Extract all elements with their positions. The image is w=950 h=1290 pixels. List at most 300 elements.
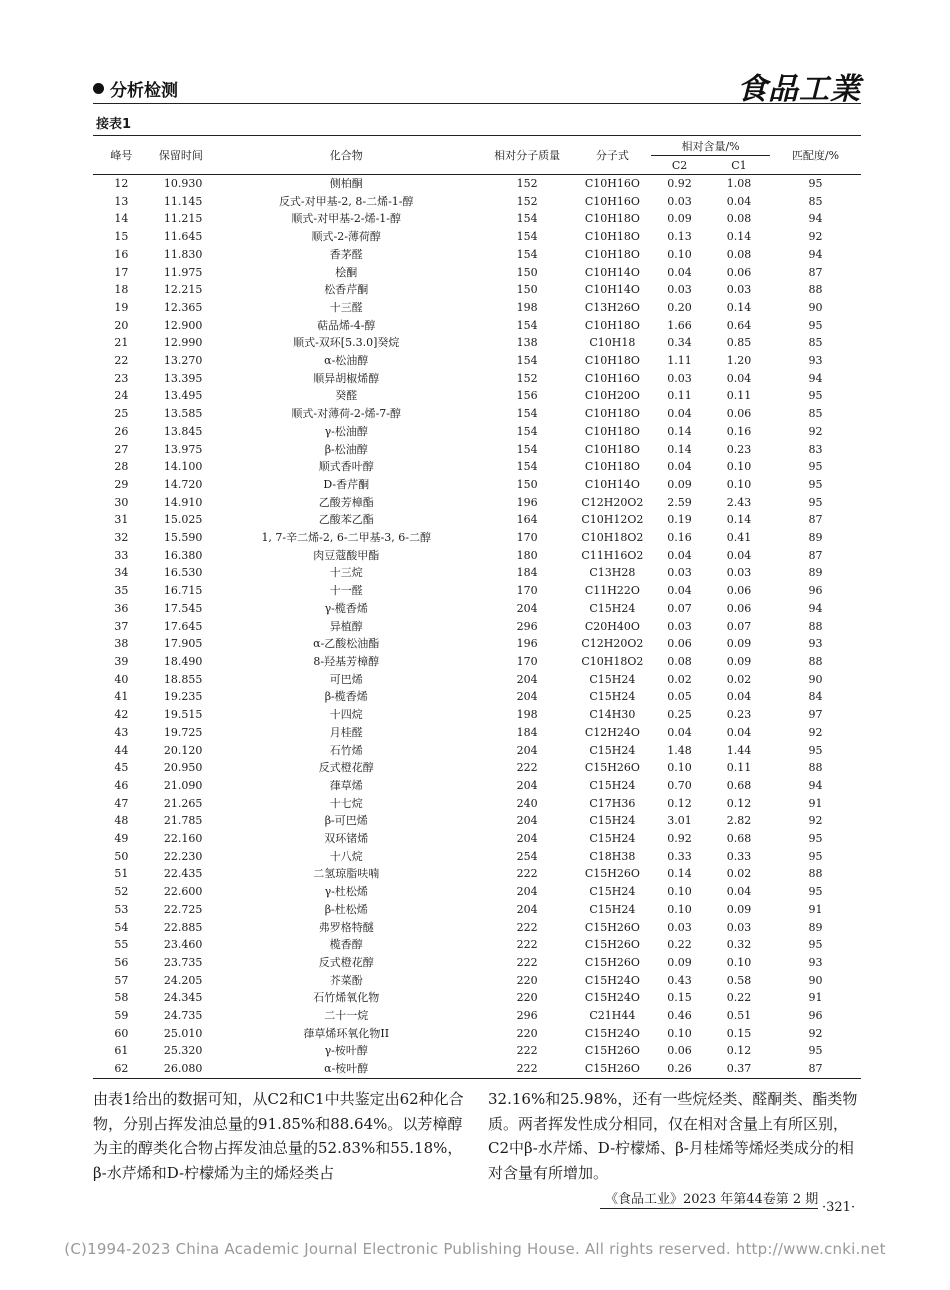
cell-match: 92 bbox=[808, 814, 823, 828]
cell-molecular-weight: 156 bbox=[516, 389, 538, 403]
cell-formula: C15H24O bbox=[584, 991, 640, 1005]
cell-retention-time: 22.230 bbox=[163, 849, 203, 863]
table-row bbox=[93, 883, 861, 901]
cell-molecular-weight: 154 bbox=[516, 424, 538, 438]
cell-compound: 异植醇 bbox=[329, 619, 363, 633]
cell-match: 93 bbox=[808, 637, 823, 651]
cell-peak: 60 bbox=[114, 1026, 129, 1040]
cell-c2-value: 0.10 bbox=[667, 247, 692, 261]
cell-retention-time: 12.990 bbox=[163, 336, 203, 350]
cell-c1-value: 0.23 bbox=[726, 708, 752, 722]
cell-match: 91 bbox=[808, 991, 823, 1005]
cell-formula: C10H18O bbox=[584, 442, 640, 456]
cell-retention-time: 23.460 bbox=[163, 938, 203, 952]
table-row bbox=[93, 618, 861, 636]
cell-peak: 21 bbox=[114, 336, 129, 350]
footer-rule bbox=[600, 1208, 818, 1209]
cell-match: 92 bbox=[808, 725, 823, 739]
cell-compound: D-香芹酮 bbox=[323, 477, 370, 491]
cell-compound: 桧酮 bbox=[335, 265, 358, 279]
cell-c1-value: 0.04 bbox=[726, 371, 752, 385]
cell-compound: 反式-对甲基-2, 8-二烯-1-醇 bbox=[278, 194, 414, 208]
cell-peak: 40 bbox=[114, 672, 129, 686]
table-row bbox=[93, 901, 861, 919]
cell-c2-value: 0.14 bbox=[667, 867, 692, 881]
section-title-text: 分析检测 bbox=[110, 81, 178, 101]
cell-peak: 42 bbox=[114, 708, 129, 722]
cell-c1-value: 1.08 bbox=[726, 177, 752, 190]
cell-c1-value: 0.10 bbox=[726, 955, 752, 969]
cell-retention-time: 16.530 bbox=[163, 566, 203, 580]
cell-c2-value: 0.46 bbox=[667, 1009, 692, 1023]
table-row bbox=[93, 865, 861, 883]
cell-peak: 13 bbox=[114, 194, 129, 208]
table-row bbox=[93, 812, 861, 830]
cell-retention-time: 13.395 bbox=[163, 371, 203, 385]
cell-retention-time: 23.735 bbox=[163, 955, 203, 969]
cell-retention-time: 22.725 bbox=[163, 902, 203, 916]
cell-compound: γ-榄香烯 bbox=[324, 601, 368, 615]
cell-formula: C14H30 bbox=[589, 708, 636, 722]
cell-molecular-weight: 150 bbox=[516, 283, 538, 297]
cell-peak: 52 bbox=[114, 885, 129, 899]
cell-compound: 反式橙花醇 bbox=[318, 955, 374, 969]
cell-c1-value: 0.15 bbox=[726, 1026, 752, 1040]
cell-formula: C18H38 bbox=[589, 849, 636, 863]
cell-formula: C15H26O bbox=[584, 867, 640, 881]
cell-retention-time: 15.590 bbox=[163, 531, 203, 545]
cell-molecular-weight: 240 bbox=[516, 796, 538, 810]
cell-compound: 肉豆蔻酸甲酯 bbox=[313, 548, 380, 562]
cell-match: 84 bbox=[808, 690, 823, 704]
body-paragraph-left: 由表1给出的数据可知，从C2和C1中共鉴定出62种化合物，分别占挥发油总量的91.85%和88.64%。以芳樟醇为主的醇类化合物占挥发油总量的52.83%和55.18%，β-水芹烯和D-柠檬烯为主的烯烃类占 bbox=[93, 1090, 464, 1182]
cell-molecular-weight: 204 bbox=[516, 690, 538, 704]
cell-c2-value: 0.92 bbox=[667, 832, 692, 846]
cell-c1-value: 2.43 bbox=[726, 495, 752, 509]
cell-retention-time: 20.120 bbox=[163, 743, 203, 757]
table-row bbox=[93, 476, 861, 494]
cell-retention-time: 11.830 bbox=[163, 247, 203, 261]
cell-c1-value: 0.04 bbox=[726, 725, 752, 739]
cell-formula: C15H26O bbox=[584, 1044, 640, 1058]
table-row bbox=[93, 1025, 861, 1043]
cell-c2-value: 0.22 bbox=[667, 938, 692, 952]
cell-peak: 50 bbox=[114, 849, 129, 863]
cell-match: 87 bbox=[808, 513, 823, 527]
cell-molecular-weight: 170 bbox=[516, 584, 538, 598]
cell-peak: 28 bbox=[114, 460, 129, 474]
header-retention-time: 保留时间 bbox=[150, 136, 212, 175]
cell-formula: C10H18O bbox=[584, 424, 640, 438]
cell-compound: 双环锗烯 bbox=[324, 832, 369, 846]
cell-match: 95 bbox=[808, 849, 823, 863]
cell-formula: C15H24 bbox=[589, 778, 636, 792]
cell-compound: 松香芹酮 bbox=[324, 283, 369, 297]
cell-compound: 顺式-双环[5.3.0]癸烷 bbox=[293, 336, 400, 350]
cell-molecular-weight: 296 bbox=[516, 619, 538, 633]
cell-c1-value: 0.11 bbox=[726, 389, 752, 403]
cell-retention-time: 22.885 bbox=[163, 920, 203, 934]
cell-c1-value: 0.04 bbox=[726, 885, 752, 899]
cell-retention-time: 24.205 bbox=[163, 973, 203, 987]
cell-match: 91 bbox=[808, 796, 823, 810]
cell-compound: α-桉叶醇 bbox=[212, 1060, 481, 1078]
table-row bbox=[93, 494, 861, 512]
cell-formula: C12H24O bbox=[584, 725, 640, 739]
cell-compound: 乙酸苯乙酯 bbox=[318, 513, 374, 527]
cell-formula: C10H14O bbox=[584, 477, 640, 491]
cell-formula: C15H26O bbox=[584, 938, 640, 952]
cell-retention-time: 13.495 bbox=[163, 389, 203, 403]
cell-c1-value: 0.23 bbox=[726, 442, 752, 456]
cell-compound: 十八烷 bbox=[329, 849, 363, 863]
table-row bbox=[93, 193, 861, 211]
cell-peak: 22 bbox=[114, 354, 129, 368]
cell-c1-value: 0.32 bbox=[726, 938, 752, 952]
cell-match: 88 bbox=[808, 867, 823, 881]
cell-formula: C15H24 bbox=[589, 672, 636, 686]
cell-compound: α-松油醇 bbox=[324, 354, 369, 368]
cell-peak: 20 bbox=[114, 318, 129, 332]
page-number: ·321· bbox=[822, 1200, 856, 1215]
cell-molecular-weight: 154 bbox=[516, 212, 538, 226]
cell-c2-value: 3.01 bbox=[667, 814, 692, 828]
cell-compound: β-榄香烯 bbox=[324, 690, 368, 704]
cell-peak: 26 bbox=[114, 424, 129, 438]
header-match: 匹配度/% bbox=[770, 136, 861, 175]
cell-molecular-weight: 204 bbox=[516, 814, 538, 828]
cell-c1-value: 0.07 bbox=[726, 619, 752, 633]
cell-molecular-weight: 204 bbox=[516, 885, 538, 899]
cell-match: 94 bbox=[808, 601, 823, 615]
cell-formula: C15H26O bbox=[584, 955, 640, 969]
cell-c2-value: 0.04 bbox=[667, 584, 692, 598]
cell-compound: 顺异胡椒烯醇 bbox=[313, 371, 380, 385]
cell-molecular-weight: 204 bbox=[516, 743, 538, 757]
cell-compound: 顺式香叶醇 bbox=[318, 460, 374, 474]
cell-molecular-weight: 204 bbox=[516, 902, 538, 916]
table-row bbox=[93, 795, 861, 813]
cell-c1-value: 0.51 bbox=[726, 1009, 752, 1023]
cell-formula: C10H14O bbox=[584, 265, 640, 279]
table-row bbox=[93, 529, 861, 547]
cell-compound: 顺式-对甲基-2-烯-1-醇 bbox=[291, 212, 402, 226]
header-compound: 化合物 bbox=[212, 136, 481, 175]
cell-compound: 芥菜酚 bbox=[329, 973, 363, 987]
cell-c2-value: 0.04 bbox=[667, 407, 692, 421]
cell-peak: 31 bbox=[114, 513, 129, 527]
cell-c1-value: 0.33 bbox=[726, 849, 752, 863]
cell-match: 90 bbox=[808, 672, 823, 686]
cell-c1-value: 0.03 bbox=[726, 566, 752, 580]
cell-peak: 61 bbox=[114, 1044, 129, 1058]
cell-c2-value: 0.07 bbox=[667, 601, 692, 615]
cell-match: 89 bbox=[808, 920, 823, 934]
cell-molecular-weight: 154 bbox=[516, 230, 538, 244]
cell-molecular-weight: 220 bbox=[516, 991, 538, 1005]
header-relative-content: 相对含量/% bbox=[651, 136, 770, 156]
bullet-icon bbox=[93, 83, 104, 94]
cell-c1-value: 0.03 bbox=[726, 283, 752, 297]
cell-c1-value: 0.06 bbox=[726, 601, 752, 615]
header-c2: C2 bbox=[651, 156, 708, 175]
cell-match: 83 bbox=[808, 442, 823, 456]
cell-compound: 十七烷 bbox=[329, 796, 363, 810]
cell-peak: 19 bbox=[114, 300, 129, 314]
cell-c2-value: 0.13 bbox=[667, 230, 692, 244]
cell-compound: 二氢琼脂呋喃 bbox=[313, 867, 380, 881]
cell-formula: C15H26O bbox=[584, 920, 640, 934]
cell-compound: β-松油醇 bbox=[324, 442, 368, 456]
cell-c1-value: 0.09 bbox=[726, 637, 752, 651]
cell-c1-value: 0.06 bbox=[726, 407, 752, 421]
cell-c1-value: 0.22 bbox=[726, 991, 752, 1005]
cell-c1-value: 0.58 bbox=[726, 973, 752, 987]
cell-peak: 24 bbox=[114, 389, 129, 403]
cell-compound: 弗罗格特醚 bbox=[318, 920, 374, 934]
cell-retention-time: 13.270 bbox=[163, 354, 203, 368]
cell-match: 88 bbox=[808, 761, 823, 775]
cell-compound: 萜品烯-4-醇 bbox=[317, 318, 376, 332]
cell-retention-time: 26.080 bbox=[150, 1060, 212, 1078]
cell-match: 88 bbox=[808, 283, 823, 297]
cell-c1-value: 0.04 bbox=[726, 548, 752, 562]
cell-retention-time: 17.905 bbox=[163, 637, 203, 651]
cell-formula: C10H18 bbox=[589, 336, 636, 350]
cell-retention-time: 22.160 bbox=[163, 832, 203, 846]
table-row bbox=[93, 299, 861, 317]
cell-formula: C10H18O bbox=[584, 460, 640, 474]
cell-c2-value: 0.14 bbox=[667, 424, 692, 438]
cell-c1-value: 0.64 bbox=[726, 318, 752, 332]
cell-formula: C15H24 bbox=[589, 601, 636, 615]
cell-c2-value: 0.12 bbox=[667, 796, 692, 810]
cell-c2-value: 0.92 bbox=[667, 177, 692, 190]
cell-formula: C12H20O2 bbox=[581, 495, 644, 509]
cell-formula: C15H26O bbox=[584, 761, 640, 775]
cell-compound: 榄香醇 bbox=[329, 938, 363, 952]
cell-molecular-weight: 150 bbox=[516, 477, 538, 491]
cell-c2-value: 0.26 bbox=[651, 1060, 708, 1078]
cell-c1-value: 0.14 bbox=[726, 513, 752, 527]
cell-c1-value: 2.82 bbox=[726, 814, 752, 828]
cell-peak: 57 bbox=[114, 973, 129, 987]
cell-compound: 石竹烯 bbox=[329, 743, 363, 757]
cell-c2-value: 0.10 bbox=[667, 902, 692, 916]
table-row bbox=[93, 1007, 861, 1025]
cell-peak: 55 bbox=[114, 938, 129, 952]
cell-c2-value: 1.66 bbox=[667, 318, 692, 332]
cell-match: 95 bbox=[808, 938, 823, 952]
cell-retention-time: 13.975 bbox=[163, 442, 203, 456]
table-row bbox=[93, 1042, 861, 1060]
table-row bbox=[93, 688, 861, 706]
cell-molecular-weight: 222 bbox=[516, 867, 538, 881]
table-row bbox=[93, 370, 861, 388]
cell-peak: 12 bbox=[114, 177, 129, 190]
cell-peak: 30 bbox=[114, 495, 129, 509]
cell-molecular-weight: 196 bbox=[516, 637, 538, 651]
cell-compound: 十三醛 bbox=[329, 300, 363, 314]
cell-compound: γ-桉叶醇 bbox=[324, 1044, 368, 1058]
table-row bbox=[93, 511, 861, 529]
cell-peak: 32 bbox=[114, 531, 129, 545]
cell-c2-value: 2.59 bbox=[667, 495, 692, 509]
cell-formula: C15H24O bbox=[584, 1026, 640, 1040]
cell-peak: 41 bbox=[114, 690, 129, 704]
cell-molecular-weight: 150 bbox=[516, 265, 538, 279]
cell-molecular-weight: 170 bbox=[516, 531, 538, 545]
compound-table bbox=[93, 135, 861, 1079]
cell-match: 85 bbox=[808, 194, 823, 208]
cell-retention-time: 19.515 bbox=[163, 708, 203, 722]
cell-formula: C15H26O bbox=[574, 1060, 652, 1078]
cell-peak: 36 bbox=[114, 601, 129, 615]
cell-retention-time: 22.600 bbox=[163, 885, 203, 899]
cell-molecular-weight: 154 bbox=[516, 318, 538, 332]
cell-match: 94 bbox=[808, 778, 823, 792]
cell-match: 93 bbox=[808, 354, 823, 368]
cell-retention-time: 14.910 bbox=[163, 495, 203, 509]
cell-c1-value: 0.02 bbox=[726, 672, 752, 686]
cell-c2-value: 0.19 bbox=[667, 513, 692, 527]
cell-molecular-weight: 198 bbox=[516, 708, 538, 722]
cell-formula: C10H20O bbox=[584, 389, 640, 403]
cell-peak: 29 bbox=[114, 477, 129, 491]
cell-formula: C15H24 bbox=[589, 902, 636, 916]
cell-compound: γ-松油醇 bbox=[324, 424, 368, 438]
cell-c2-value: 0.14 bbox=[667, 442, 692, 456]
cell-c2-value: 0.43 bbox=[667, 973, 692, 987]
cell-match: 88 bbox=[808, 619, 823, 633]
header-c1: C1 bbox=[708, 156, 770, 175]
cell-molecular-weight: 222 bbox=[516, 1044, 538, 1058]
cell-compound: 可巴烯 bbox=[329, 672, 363, 686]
cell-formula: C13H28 bbox=[589, 566, 636, 580]
cell-peak: 23 bbox=[114, 371, 129, 385]
cell-peak: 25 bbox=[114, 407, 129, 421]
cell-retention-time: 10.930 bbox=[163, 177, 203, 190]
cell-formula: C11H16O2 bbox=[581, 548, 644, 562]
cell-retention-time: 12.900 bbox=[163, 318, 203, 332]
cell-peak: 35 bbox=[114, 584, 129, 598]
cell-formula: C10H18O bbox=[584, 230, 640, 244]
cell-match: 94 bbox=[808, 371, 823, 385]
table-row bbox=[93, 671, 861, 689]
cell-c2-value: 1.48 bbox=[667, 743, 692, 757]
table-row bbox=[93, 777, 861, 795]
cell-molecular-weight: 204 bbox=[516, 778, 538, 792]
cell-c1-value: 1.20 bbox=[726, 354, 752, 368]
cell-molecular-weight: 152 bbox=[516, 371, 538, 385]
cell-c2-value: 0.04 bbox=[667, 548, 692, 562]
cell-c1-value: 0.12 bbox=[726, 796, 752, 810]
cell-c2-value: 0.11 bbox=[667, 389, 692, 403]
cell-match: 96 bbox=[808, 1009, 823, 1023]
cell-formula: C10H18O bbox=[584, 247, 640, 261]
table-row bbox=[93, 423, 861, 441]
cell-match: 95 bbox=[808, 1044, 823, 1058]
cell-molecular-weight: 198 bbox=[516, 300, 538, 314]
cell-compound: 葎草烯环氧化物II bbox=[303, 1026, 390, 1040]
table-row bbox=[93, 600, 861, 618]
cell-molecular-weight: 204 bbox=[516, 832, 538, 846]
cell-c2-value: 0.03 bbox=[667, 283, 692, 297]
cell-retention-time: 15.025 bbox=[163, 513, 203, 527]
cell-molecular-weight: 184 bbox=[516, 725, 538, 739]
cell-c1-value: 0.68 bbox=[726, 832, 752, 846]
cell-molecular-weight: 296 bbox=[516, 1009, 538, 1023]
cell-c2-value: 0.34 bbox=[667, 336, 692, 350]
cell-match: 90 bbox=[808, 300, 823, 314]
cell-compound: α-乙酸松油酯 bbox=[313, 637, 380, 651]
cell-compound: 反式橙花醇 bbox=[318, 761, 374, 775]
cell-molecular-weight: 170 bbox=[516, 654, 538, 668]
cell-retention-time: 24.735 bbox=[163, 1009, 203, 1023]
cell-compound: 1, 7-辛二烯-2, 6-二甲基-3, 6-二醇 bbox=[261, 531, 431, 545]
cell-peak: 38 bbox=[114, 637, 129, 651]
cell-match: 87 bbox=[808, 265, 823, 279]
header-peak: 峰号 bbox=[93, 136, 150, 175]
cell-molecular-weight: 254 bbox=[516, 849, 538, 863]
cell-c1-value: 0.14 bbox=[726, 230, 752, 244]
cell-c1-value: 0.41 bbox=[726, 531, 752, 545]
cell-formula: C10H16O bbox=[584, 194, 640, 208]
cell-formula: C15H24 bbox=[589, 832, 636, 846]
cell-peak: 33 bbox=[114, 548, 129, 562]
cell-retention-time: 20.950 bbox=[163, 761, 203, 775]
table-row bbox=[93, 830, 861, 848]
cell-compound: 香茅醛 bbox=[329, 247, 363, 261]
cell-formula: C21H44 bbox=[589, 1009, 636, 1023]
cell-c2-value: 0.09 bbox=[667, 955, 692, 969]
cell-c2-value: 0.03 bbox=[667, 566, 692, 580]
cell-c1-value: 0.08 bbox=[726, 247, 752, 261]
cell-molecular-weight: 204 bbox=[516, 672, 538, 686]
table-row bbox=[93, 387, 861, 405]
cell-formula: C10H16O bbox=[584, 371, 640, 385]
cell-formula: C10H18O bbox=[584, 354, 640, 368]
header-molecular-weight: 相对分子质量 bbox=[481, 136, 574, 175]
cell-formula: C15H24 bbox=[589, 743, 636, 757]
cell-peak: 59 bbox=[114, 1009, 129, 1023]
cell-compound: 侧柏酮 bbox=[329, 177, 363, 190]
cell-compound: β-可巴烯 bbox=[324, 814, 368, 828]
cell-molecular-weight: 222 bbox=[516, 955, 538, 969]
cell-c2-value: 1.11 bbox=[667, 354, 692, 368]
cell-retention-time: 24.345 bbox=[163, 991, 203, 1005]
cell-c2-value: 0.06 bbox=[667, 1044, 692, 1058]
cell-match: 93 bbox=[808, 955, 823, 969]
cell-retention-time: 11.145 bbox=[163, 194, 203, 208]
cell-formula: C10H12O2 bbox=[581, 513, 644, 527]
cell-retention-time: 21.785 bbox=[163, 814, 203, 828]
table-row bbox=[93, 175, 861, 193]
cell-match: 97 bbox=[808, 708, 823, 722]
cell-peak: 39 bbox=[114, 654, 129, 668]
table-row bbox=[93, 441, 861, 459]
cell-retention-time: 14.720 bbox=[163, 477, 203, 491]
cell-c2-value: 0.70 bbox=[667, 778, 692, 792]
table-row bbox=[93, 281, 861, 299]
table-row bbox=[93, 972, 861, 990]
cell-retention-time: 17.545 bbox=[163, 601, 203, 615]
table-body bbox=[93, 175, 861, 1079]
header-formula: 分子式 bbox=[574, 136, 652, 175]
cell-c1-value: 0.03 bbox=[726, 920, 752, 934]
cell-c1-value: 0.02 bbox=[726, 867, 752, 881]
cell-match: 88 bbox=[808, 654, 823, 668]
